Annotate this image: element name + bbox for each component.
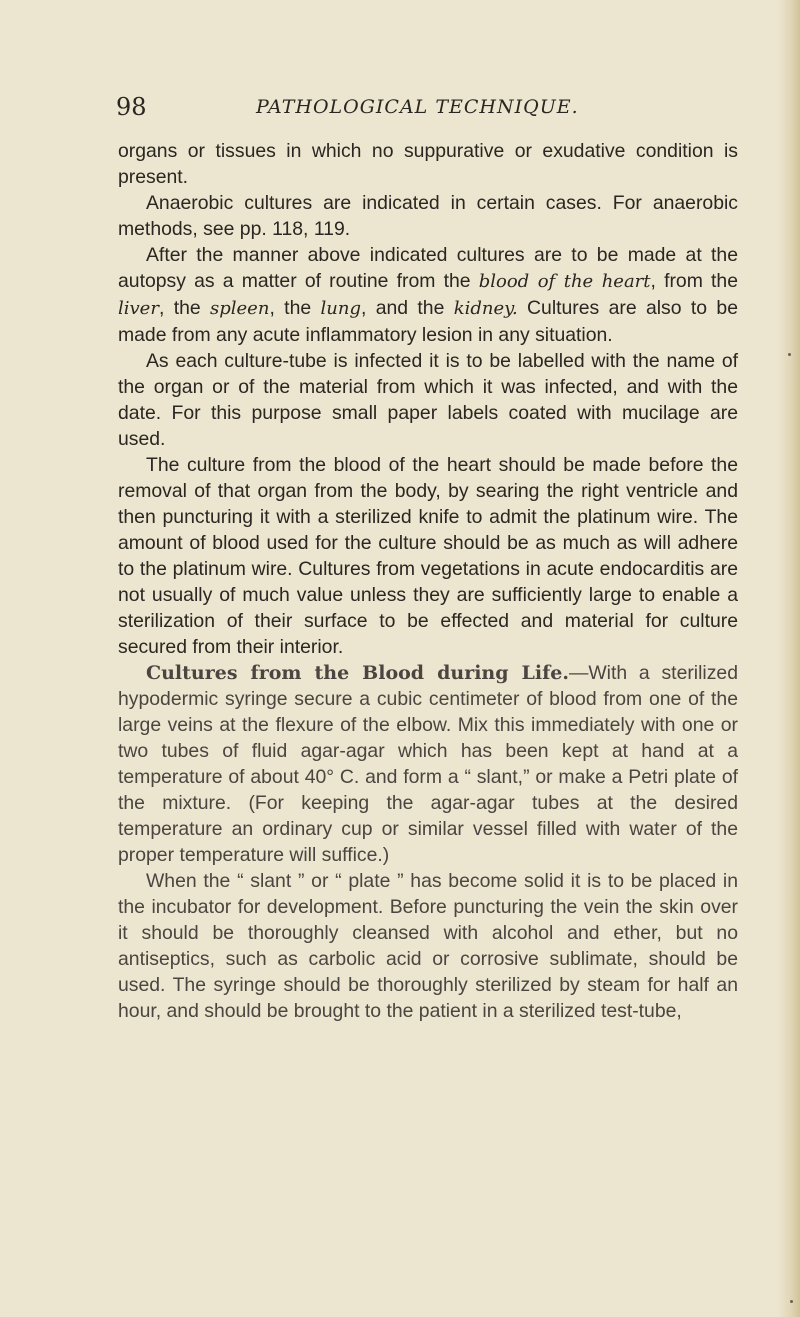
paragraph-1: organs or tissues in which no suppurative or exudative condition is present. [118, 140, 738, 188]
paragraph-3-text-2: , from the [650, 270, 738, 292]
paragraph-5: The culture from the blood of the heart should be made before the removal of that organ from the body, by searing the right ventricle and then puncturing it with a sterilized knife to admit the platinum wire. The amount of blood used for the culture should be as much as will adhere to the platinum wire. Cultures from vegetations in acute endocarditis are not usually of much value unless they are sufficiently large to enable a sterilization of their surface to be effected and material for culture secured from their interior. [118, 454, 738, 658]
page-header [116, 92, 736, 122]
italic-spleen: spleen [210, 298, 270, 319]
paragraph-3-text-3: , the [158, 297, 211, 319]
italic-blood-of-the-heart: blood of the heart [478, 271, 651, 292]
paragraph-3-text-1: After the manner above indicated cultures are to be made at the autopsy as a matter of routine from the [118, 244, 738, 292]
page-edge-shadow [778, 0, 800, 1317]
print-speck [788, 353, 791, 356]
paragraph-6 [118, 660, 738, 868]
paragraph-7: When the “ slant ” or “ plate ” has become solid it is to be placed in the incubator for development. Before puncturing the vein the skin over it should be thoroughly cleansed with alcohol and ether, but no antiseptics, such as carbolic acid or corrosive sublimate, should be used. The syringe should be thoroughly sterilized by steam for half an hour, and should be brought to the patient in a sterilized test-tube, [118, 870, 738, 1022]
paragraph-3-text-4: , the [269, 297, 321, 319]
print-speck [790, 1300, 793, 1303]
paragraph-4: As each culture-tube is infected it is to be labelled with the name of the organ or of the material from which it was infected, and with the date. For this purpose small paper labels coated with mucilage are used. [118, 350, 738, 450]
italic-kidney: kidney. [453, 298, 518, 319]
italic-lung: lung [320, 298, 361, 319]
section-run-in-heading: Cultures from the Blood during Life. [146, 662, 569, 684]
italic-liver: liver [118, 298, 159, 319]
paragraph-2: Anaerobic cultures are indicated in certain cases. For anaerobic methods, see pp. 118, 119. [118, 192, 738, 240]
paragraph-6-text: —With a sterilized hypodermic syringe secure a cubic centimeter of blood from one of the large veins at the flexure of the elbow. Mix this immediately with one or two tubes of fluid agar-agar which has been kept at hand at a temperature of about 40° C. and form a “ slant,” or make a Petri plate of the mixture. (For keeping the agar-agar tubes at the desired temperature an ordinary cup or similar vessel filled with water of the proper temperature will suffice.) [118, 662, 738, 866]
page-body [118, 138, 738, 1024]
paragraph-3-text-5: , and the [360, 297, 454, 319]
running-title: PATHOLOGICAL TECHNIQUE. [256, 96, 579, 118]
paragraph-3 [118, 242, 738, 348]
paragraph-3-text-6: Cultures are also to be made from any acute inflammatory lesion in any situation. [118, 297, 738, 346]
page-number: 98 [116, 93, 147, 121]
